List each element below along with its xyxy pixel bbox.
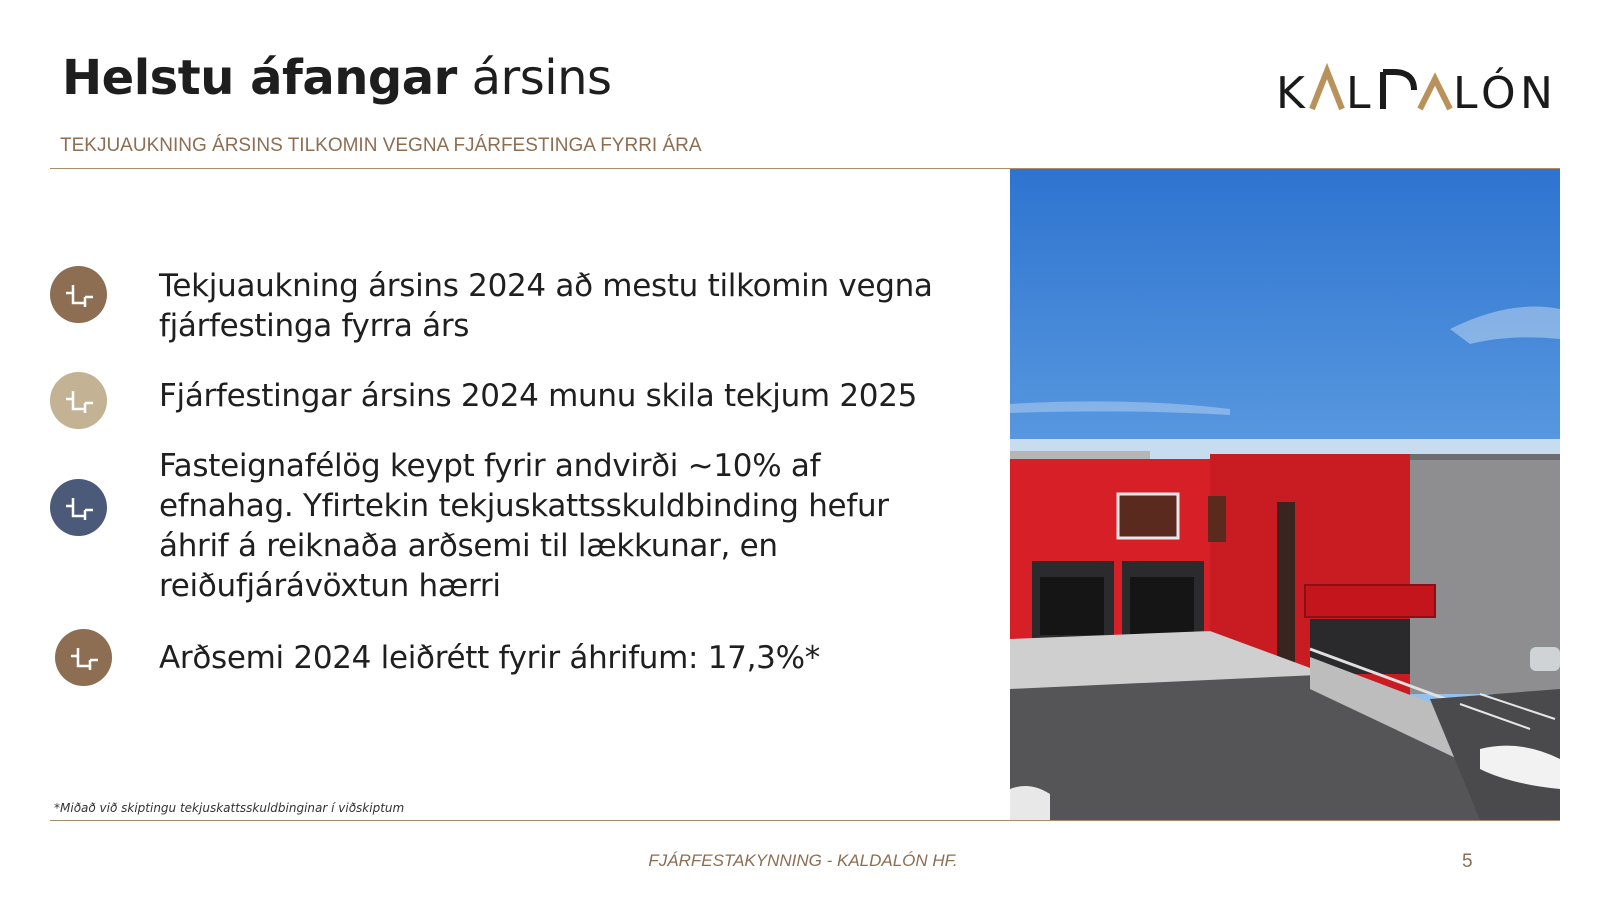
svg-text:N: N [1520,68,1553,114]
bullet-text-1: Tekjuaukning ársins 2024 að mestu tilkomin vegna fjárfestinga fyrra árs [159,268,933,344]
bullet-icon-2 [50,372,107,429]
footnote: *Miðað við skiptingu tekjuskattsskuldbinginar í viðskiptum [54,801,405,815]
title-bold: Helstu áfangar [62,50,457,106]
bullet-icon-1 [50,266,107,323]
svg-text:K: K [1276,68,1305,114]
title-regular: ársins [471,50,612,106]
kaldalon-logo [1276,58,1556,114]
slide-subtitle: TEKJUAUKNING ÁRSINS TILKOMIN VEGNA FJÁRFESTINGA FYRRI ÁRA [60,135,702,156]
crop-icon [55,629,112,686]
bullet-icon-3 [50,479,107,536]
crop-icon [50,479,107,536]
warehouse-photo [1010,169,1560,820]
footer-text: FJÁRFESTAKYNNING - KALDALÓN HF. [648,851,958,870]
bullet-text-4: Arðsemi 2024 leiðrétt fyrir áhrifum: 17,3%* [159,640,820,676]
svg-text:Ó: Ó [1481,68,1516,114]
slide-title [62,50,612,106]
bullet-text-2: Fjárfestingar ársins 2024 munu skila tekjum 2025 [159,378,918,414]
bullet-text-3: Fasteignafélög keypt fyrir andvirði ~10% af efnahag. Yfirtekin tekjuskattsskuldbinding hefur áhrif á reiknaða arðsemi til lækkunar, en reiðufjárávöxtun hærri [159,448,889,604]
crop-icon [50,266,107,323]
bottom-divider [50,820,1560,821]
page-number: 5 [1462,851,1473,872]
bullet-icon-4 [55,629,112,686]
svg-text:L: L [1453,68,1478,114]
crop-icon [50,372,107,429]
svg-text:L: L [1346,68,1371,114]
